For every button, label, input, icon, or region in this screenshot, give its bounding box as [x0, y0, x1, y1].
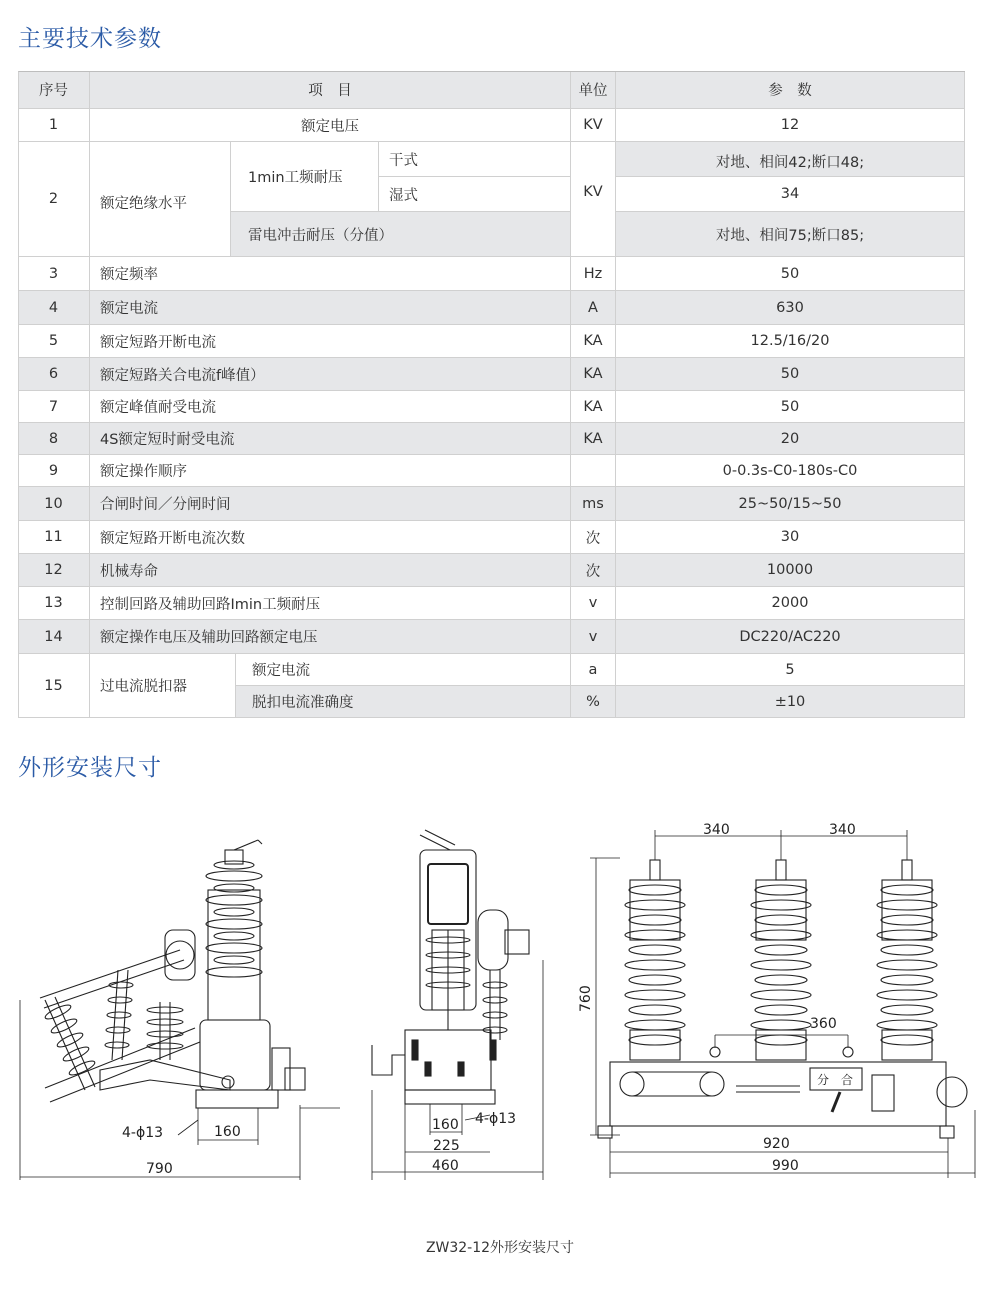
row15-no: 15 — [18, 654, 90, 718]
row9-no: 9 — [18, 455, 90, 487]
row11-value: 30 — [616, 521, 965, 554]
row12-no: 12 — [18, 554, 90, 587]
row9-value: 0-0.3s-C0-180s-C0 — [616, 455, 965, 487]
row15-value-b: ±10 — [616, 686, 965, 718]
header-no: 序号 — [18, 71, 90, 109]
row4-unit: A — [571, 291, 616, 325]
row5-item: 额定短路开断电流 — [90, 325, 571, 358]
header-param: 参 数 — [616, 71, 965, 109]
row7-unit: KA — [571, 391, 616, 423]
header-item: 项 目 — [90, 71, 571, 109]
row6-value: 50 — [616, 358, 965, 391]
pole-2 — [751, 860, 811, 1060]
dimension-drawings — [0, 790, 1000, 1210]
row8-unit: KA — [571, 423, 616, 455]
row13-item: 控制回路及辅助回路Imin工频耐压 — [90, 587, 571, 620]
row13-no: 13 — [18, 587, 90, 620]
right-dim-340a: 340 — [703, 822, 730, 838]
row3-no: 3 — [18, 257, 90, 291]
row10-value: 25~50/15~50 — [616, 487, 965, 521]
row5-value: 12.5/16/20 — [616, 325, 965, 358]
row15-sub-a: 额定电流 — [236, 654, 571, 686]
row11-no: 11 — [18, 521, 90, 554]
row15-unit-b: % — [571, 686, 616, 718]
row3-value: 50 — [616, 257, 965, 291]
row1-value: 12 — [616, 109, 965, 142]
spec-table — [18, 71, 965, 718]
row14-value: DC220/AC220 — [616, 620, 965, 654]
row2-dry: 干式 — [379, 142, 571, 177]
section-title-specs: 主要技术参数 — [18, 26, 162, 52]
row4-item: 额定电流 — [90, 291, 571, 325]
row1-unit: KV — [571, 109, 616, 142]
left-dim-790: 790 — [146, 1161, 173, 1177]
pole-1 — [625, 860, 685, 1060]
header-unit: 单位 — [571, 71, 616, 109]
row3-unit: Hz — [571, 257, 616, 291]
row2-unit: KV — [571, 142, 616, 257]
row5-unit: KA — [571, 325, 616, 358]
row10-unit: ms — [571, 487, 616, 521]
section-title-dimensions: 外形安装尺寸 — [18, 755, 162, 781]
right-dim-360: 360 — [810, 1016, 837, 1032]
row15-unit-a: a — [571, 654, 616, 686]
row2-sub2: 雷电冲击耐压（分值） — [231, 212, 571, 257]
left-dim-160: 160 — [214, 1124, 241, 1140]
row4-no: 4 — [18, 291, 90, 325]
figure-caption: ZW32-12外形安装尺寸 — [425, 1240, 575, 1256]
row6-item: 额定短路关合电流f峰值） — [90, 358, 571, 391]
row7-item: 额定峰值耐受电流 — [90, 391, 571, 423]
right-dim-340b: 340 — [829, 822, 856, 838]
row6-unit: KA — [571, 358, 616, 391]
row15-sub-b: 脱扣电流准确度 — [236, 686, 571, 718]
row2-v-wet: 34 — [616, 177, 965, 212]
top-front-view-drawing — [590, 830, 975, 1178]
row12-unit: 次 — [571, 554, 616, 587]
row15-item: 过电流脱扣器 — [90, 654, 236, 718]
row15-value-a: 5 — [616, 654, 965, 686]
right-dim-920: 920 — [763, 1136, 790, 1152]
row12-item: 机械寿命 — [90, 554, 571, 587]
pole-3 — [877, 860, 937, 1060]
middle-dim-460: 460 — [432, 1158, 459, 1174]
row1-item: 额定电压 — [90, 109, 571, 142]
row9-item: 额定操作顺序 — [90, 455, 571, 487]
middle-dim-160: 160 — [432, 1117, 459, 1133]
row13-value: 2000 — [616, 587, 965, 620]
row10-item: 合闸时间／分闸时间 — [90, 487, 571, 521]
row9-unit — [571, 455, 616, 487]
middle-holes-label: 4-ϕ13 — [475, 1111, 517, 1127]
open-close-label: 分 合 — [817, 1073, 854, 1087]
row3-item: 额定频率 — [90, 257, 571, 291]
middle-dim-225: 225 — [433, 1138, 460, 1154]
side-view-drawing — [20, 840, 340, 1180]
right-dim-990: 990 — [772, 1158, 799, 1174]
insulator-sheds-left — [206, 861, 262, 977]
row1-no: 1 — [18, 109, 90, 142]
row5-no: 5 — [18, 325, 90, 358]
row10-no: 10 — [18, 487, 90, 521]
row7-no: 7 — [18, 391, 90, 423]
row13-unit: v — [571, 587, 616, 620]
row14-unit: v — [571, 620, 616, 654]
row2-sub1: 1min工频耐压 — [231, 142, 379, 212]
row14-no: 14 — [18, 620, 90, 654]
row2-no: 2 — [18, 142, 90, 257]
row4-value: 630 — [616, 291, 965, 325]
row2-item: 额定绝缘水平 — [90, 142, 231, 257]
row11-unit: 次 — [571, 521, 616, 554]
row2-wet: 湿式 — [379, 177, 571, 212]
front-arrester — [483, 982, 507, 1033]
row7-value: 50 — [616, 391, 965, 423]
row8-no: 8 — [18, 423, 90, 455]
row14-item: 额定操作电压及辅助回路额定电压 — [90, 620, 571, 654]
row2-v-dry: 对地、相间42;断口48; — [616, 142, 965, 177]
slanted-insulator-left — [44, 997, 97, 1090]
row8-value: 20 — [616, 423, 965, 455]
row11-item: 额定短路开断电流次数 — [90, 521, 571, 554]
row12-value: 10000 — [616, 554, 965, 587]
row8-item: 4S额定短时耐受电流 — [90, 423, 571, 455]
arrester-left — [105, 970, 133, 1060]
left-holes-label: 4-ϕ13 — [122, 1125, 164, 1141]
row2-v-lightning: 对地、相间75;断口85; — [616, 212, 965, 257]
right-dim-760: 760 — [578, 985, 594, 1012]
row6-no: 6 — [18, 358, 90, 391]
